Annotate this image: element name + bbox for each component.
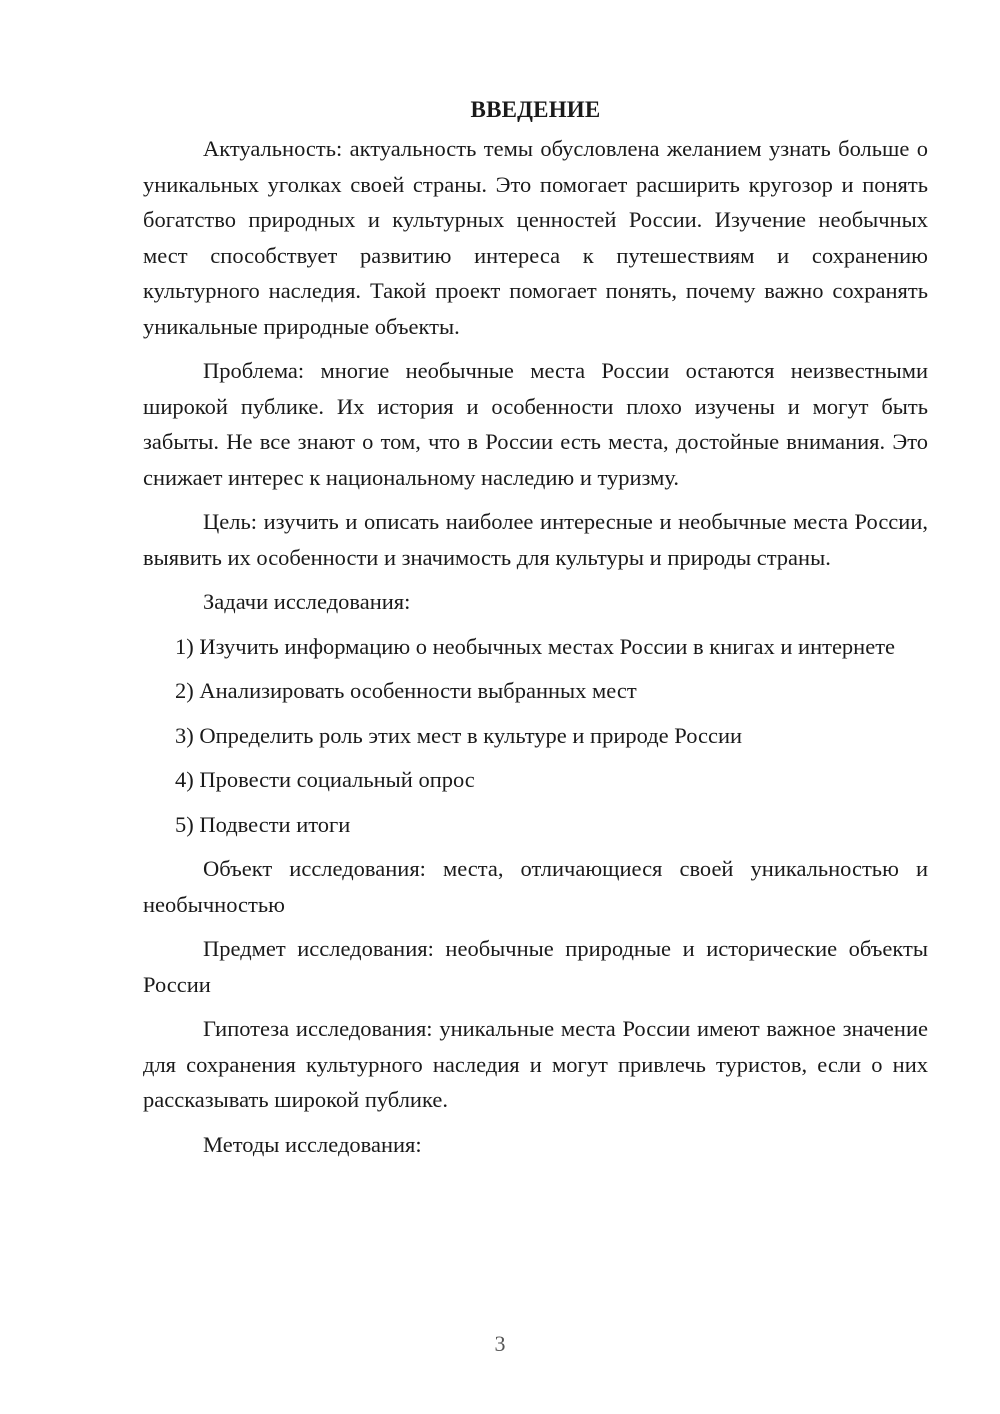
page-number: 3 <box>494 1331 506 1356</box>
task-item: 4) Провести социальный опрос <box>175 767 475 792</box>
task-item: 3) Определить роль этих мест в культуре и природе России <box>175 722 743 748</box>
task-item: 2) Анализировать особенности выбранных мест <box>175 678 637 703</box>
task-item: 5) Подвести итоги <box>175 811 351 837</box>
paragraph-tasks-heading: Задачи исследования: <box>203 589 411 614</box>
paragraph-hypothesis: Гипотеза исследования: уникальные места России имеют важное значение для сохранения культурного наследия и могут привлечь туристов, если о них рассказывать широкой публике. <box>143 1016 928 1112</box>
paragraph-methods-heading: Методы исследования: <box>203 1131 422 1157</box>
paragraph-problem: Проблема: многие необычные места России остаются неизвестными широкой публике. Их история и особенности плохо изучены и могут быть забыты. Не все знают о том, что в России есть места, достойные внимания. Это снижает интерес к национальному наследию и туризму. <box>143 358 928 490</box>
task-item: 1) Изучить информацию о необычных местах России в книгах и интернете <box>175 633 896 659</box>
document-page <box>143 92 928 1171</box>
paragraph-relevance: Актуальность: актуальность темы обусловлена желанием узнать больше о уникальных уголках своей страны. Это помогает расширить кругозор и понять богатство природных и культурных ценностей России. Изучение необычных мест способствует развитию интереса к путешествиям и сохранению культурного наследия. Такой проект помогает понять, почему важно сохранять уникальные природные объекты. <box>143 136 928 339</box>
paragraph-subject: Предмет исследования: необычные природные и исторические объекты России <box>143 936 928 997</box>
paragraph-object: Объект исследования: места, отличающиеся своей уникальностью и необычностью <box>143 856 928 917</box>
paragraph-goal: Цель: изучить и описать наиболее интересные и необычные места России, выявить их особенности и значимость для культуры и природы страны. <box>143 509 928 570</box>
document-title: ВВЕДЕНИЕ <box>470 97 601 122</box>
